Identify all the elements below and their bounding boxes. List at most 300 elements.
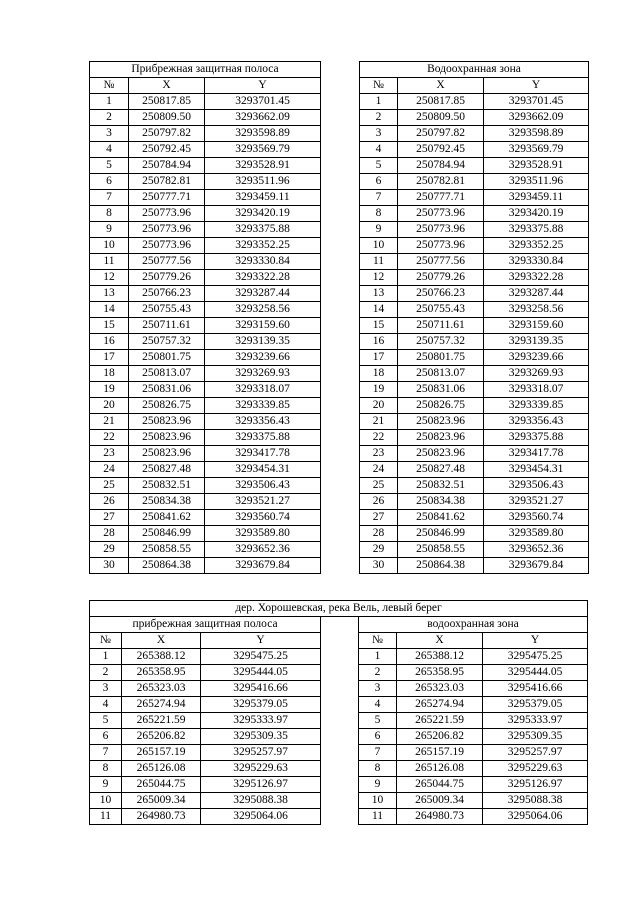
- x-coordinate: 250832.51: [129, 478, 205, 494]
- point-number: 14: [360, 302, 398, 318]
- table-row: [360, 190, 589, 206]
- table-row: [90, 649, 588, 665]
- table-row: [360, 254, 589, 270]
- x-coordinate: 250766.23: [398, 286, 484, 302]
- x-coordinate: 250773.96: [398, 238, 484, 254]
- x-coordinate: 265206.82: [122, 729, 201, 745]
- table-row: [360, 174, 589, 190]
- point-number: 2: [360, 110, 398, 126]
- table-row: [360, 110, 589, 126]
- x-coordinate: 250755.43: [398, 302, 484, 318]
- y-coordinate: 3293701.45: [484, 94, 589, 110]
- y-coordinate: 3295126.97: [483, 777, 588, 793]
- y-coordinate: 3293589.80: [484, 526, 589, 542]
- table-row: [90, 494, 321, 510]
- point-number: 10: [360, 238, 398, 254]
- y-coordinate: 3295416.66: [483, 681, 588, 697]
- x-coordinate: 250826.75: [129, 398, 205, 414]
- y-coordinate: 3293420.19: [484, 206, 589, 222]
- y-coordinate: 3295379.05: [483, 697, 588, 713]
- table-row: [90, 793, 588, 809]
- y-coordinate: 3293352.25: [484, 238, 589, 254]
- y-coordinate: 3293356.43: [484, 414, 589, 430]
- column-header-y: Y: [483, 633, 588, 649]
- y-coordinate: 3295444.05: [483, 665, 588, 681]
- table-row: [90, 745, 588, 761]
- y-coordinate: 3295088.38: [483, 793, 588, 809]
- table-row: [90, 430, 321, 446]
- table-row: [360, 414, 589, 430]
- point-number: 5: [90, 713, 122, 729]
- y-coordinate: 3293528.91: [205, 158, 321, 174]
- y-coordinate: 3293569.79: [205, 142, 321, 158]
- y-coordinate: 3293352.25: [205, 238, 321, 254]
- x-coordinate: 250831.06: [398, 382, 484, 398]
- x-coordinate: 250846.99: [398, 526, 484, 542]
- point-number: 21: [360, 414, 398, 430]
- x-coordinate: 265358.95: [397, 665, 483, 681]
- point-number: 6: [90, 729, 122, 745]
- point-number: 26: [90, 494, 129, 510]
- x-coordinate: 250834.38: [398, 494, 484, 510]
- x-coordinate: 250782.81: [129, 174, 205, 190]
- x-coordinate: 265126.08: [397, 761, 483, 777]
- y-coordinate: 3293417.78: [484, 446, 589, 462]
- x-coordinate: 265221.59: [122, 713, 201, 729]
- column-header-y: Y: [205, 78, 321, 94]
- point-number: 19: [360, 382, 398, 398]
- point-number: 26: [360, 494, 398, 510]
- x-coordinate: 250777.71: [129, 190, 205, 206]
- table-row: [90, 398, 321, 414]
- x-coordinate: 250823.96: [129, 430, 205, 446]
- point-number: 11: [359, 809, 397, 825]
- y-coordinate: 3293652.36: [205, 542, 321, 558]
- x-coordinate: 265009.34: [397, 793, 483, 809]
- x-coordinate: 250797.82: [129, 126, 205, 142]
- table-row: [360, 238, 589, 254]
- y-coordinate: 3293356.43: [205, 414, 321, 430]
- point-number: 23: [360, 446, 398, 462]
- table-row: [360, 366, 589, 382]
- x-coordinate: 250858.55: [398, 542, 484, 558]
- x-coordinate: 250792.45: [398, 142, 484, 158]
- x-coordinate: 250864.38: [398, 558, 484, 574]
- point-number: 9: [360, 222, 398, 238]
- y-coordinate: 3293318.07: [484, 382, 589, 398]
- x-coordinate: 250823.96: [398, 446, 484, 462]
- point-number: 11: [90, 254, 129, 270]
- x-coordinate: 250846.99: [129, 526, 205, 542]
- x-coordinate: 265388.12: [122, 649, 201, 665]
- x-coordinate: 250823.96: [129, 414, 205, 430]
- y-coordinate: 3293239.66: [484, 350, 589, 366]
- point-number: 10: [90, 238, 129, 254]
- x-coordinate: 250784.94: [398, 158, 484, 174]
- point-number: 30: [90, 558, 129, 574]
- x-coordinate: 265009.34: [122, 793, 201, 809]
- point-number: 7: [90, 745, 122, 761]
- y-coordinate: 3293330.84: [484, 254, 589, 270]
- table-row: [360, 270, 589, 286]
- section-title: дер. Хорошевская, река Вель, левый берег: [90, 601, 588, 617]
- table-row: [360, 158, 589, 174]
- coastal-strip-table: [89, 61, 321, 574]
- water-protection-zone-table: [359, 61, 589, 574]
- table-row: [90, 462, 321, 478]
- table-row: [90, 478, 321, 494]
- x-coordinate: 250827.48: [398, 462, 484, 478]
- point-number: 28: [360, 526, 398, 542]
- x-coordinate: 250841.62: [129, 510, 205, 526]
- table-row: [90, 270, 321, 286]
- y-coordinate: 3293560.74: [205, 510, 321, 526]
- x-coordinate: 250782.81: [398, 174, 484, 190]
- point-number: 6: [90, 174, 129, 190]
- y-coordinate: 3293459.11: [205, 190, 321, 206]
- x-coordinate: 265126.08: [122, 761, 201, 777]
- point-number: 25: [90, 478, 129, 494]
- y-coordinate: 3295229.63: [483, 761, 588, 777]
- x-coordinate: 250711.61: [129, 318, 205, 334]
- point-number: 9: [90, 222, 129, 238]
- column-header-number: №: [90, 78, 129, 94]
- y-coordinate: 3293454.31: [484, 462, 589, 478]
- point-number: 16: [360, 334, 398, 350]
- x-coordinate: 250755.43: [129, 302, 205, 318]
- y-coordinate: 3293598.89: [205, 126, 321, 142]
- point-number: 2: [359, 665, 397, 681]
- table-title: Водоохранная зона: [360, 62, 589, 78]
- x-coordinate: 250777.56: [398, 254, 484, 270]
- table-row: [360, 206, 589, 222]
- x-coordinate: 250817.85: [129, 94, 205, 110]
- point-number: 25: [360, 478, 398, 494]
- y-coordinate: 3293652.36: [484, 542, 589, 558]
- table-row: [90, 94, 321, 110]
- point-number: 30: [360, 558, 398, 574]
- table-row: [90, 174, 321, 190]
- x-coordinate: 250779.26: [398, 270, 484, 286]
- column-header-number: №: [360, 78, 398, 94]
- x-coordinate: 250823.96: [398, 414, 484, 430]
- x-coordinate: 250773.96: [398, 206, 484, 222]
- x-coordinate: 250797.82: [398, 126, 484, 142]
- y-coordinate: 3293258.56: [484, 302, 589, 318]
- x-coordinate: 250831.06: [129, 382, 205, 398]
- y-coordinate: 3295475.25: [201, 649, 321, 665]
- x-coordinate: 265323.03: [397, 681, 483, 697]
- table-row: [90, 350, 321, 366]
- x-coordinate: 250779.26: [129, 270, 205, 286]
- column-header-number: №: [90, 633, 122, 649]
- table-row: [90, 110, 321, 126]
- point-number: 6: [359, 729, 397, 745]
- table-row: [90, 318, 321, 334]
- y-coordinate: 3293506.43: [205, 478, 321, 494]
- table-row: [360, 126, 589, 142]
- point-number: 27: [90, 510, 129, 526]
- x-coordinate: 265206.82: [397, 729, 483, 745]
- table-title: прибрежная защитная полоса: [90, 617, 321, 633]
- y-coordinate: 3293375.88: [205, 430, 321, 446]
- point-number: 23: [90, 446, 129, 462]
- x-coordinate: 265157.19: [122, 745, 201, 761]
- table-row: [90, 142, 321, 158]
- point-number: 18: [360, 366, 398, 382]
- table-row: [360, 94, 589, 110]
- point-number: 13: [90, 286, 129, 302]
- x-coordinate: 250858.55: [129, 542, 205, 558]
- y-coordinate: 3293569.79: [484, 142, 589, 158]
- section-block: [89, 600, 588, 825]
- table-row: [360, 334, 589, 350]
- table-title: водоохранная зона: [359, 617, 588, 633]
- point-number: 7: [360, 190, 398, 206]
- y-coordinate: 3293258.56: [205, 302, 321, 318]
- point-number: 22: [360, 430, 398, 446]
- y-coordinate: 3295257.97: [483, 745, 588, 761]
- point-number: 17: [360, 350, 398, 366]
- table-row: [90, 665, 588, 681]
- point-number: 7: [359, 745, 397, 761]
- table-row: [360, 478, 589, 494]
- table-row: [90, 697, 588, 713]
- point-number: 5: [360, 158, 398, 174]
- point-number: 15: [90, 318, 129, 334]
- table-row: [360, 542, 589, 558]
- point-number: 20: [90, 398, 129, 414]
- x-coordinate: 250827.48: [129, 462, 205, 478]
- x-coordinate: 265044.75: [122, 777, 201, 793]
- x-coordinate: 250809.50: [398, 110, 484, 126]
- x-coordinate: 250773.96: [129, 206, 205, 222]
- point-number: 29: [90, 542, 129, 558]
- x-coordinate: 250757.32: [129, 334, 205, 350]
- point-number: 11: [90, 809, 122, 825]
- table-row: [90, 302, 321, 318]
- point-number: 6: [360, 174, 398, 190]
- table-title: Прибрежная защитная полоса: [90, 62, 321, 78]
- point-number: 12: [90, 270, 129, 286]
- table-row: [90, 558, 321, 574]
- table-row: [90, 713, 588, 729]
- x-coordinate: 250777.71: [398, 190, 484, 206]
- x-coordinate: 250792.45: [129, 142, 205, 158]
- y-coordinate: 3293139.35: [205, 334, 321, 350]
- y-coordinate: 3295088.38: [201, 793, 321, 809]
- point-number: 8: [90, 206, 129, 222]
- y-coordinate: 3295229.63: [201, 761, 321, 777]
- y-coordinate: 3293521.27: [205, 494, 321, 510]
- x-coordinate: 265274.94: [122, 697, 201, 713]
- x-coordinate: 250823.96: [398, 430, 484, 446]
- point-number: 28: [90, 526, 129, 542]
- column-header-y: Y: [201, 633, 321, 649]
- point-number: 4: [90, 697, 122, 713]
- y-coordinate: 3295064.06: [483, 809, 588, 825]
- x-coordinate: 250757.32: [398, 334, 484, 350]
- y-coordinate: 3293269.93: [205, 366, 321, 382]
- y-coordinate: 3293598.89: [484, 126, 589, 142]
- point-number: 8: [359, 761, 397, 777]
- y-coordinate: 3293287.44: [205, 286, 321, 302]
- x-coordinate: 250801.75: [129, 350, 205, 366]
- point-number: 7: [90, 190, 129, 206]
- point-number: 1: [90, 649, 122, 665]
- y-coordinate: 3293417.78: [205, 446, 321, 462]
- y-coordinate: 3293662.09: [484, 110, 589, 126]
- y-coordinate: 3295475.25: [483, 649, 588, 665]
- table-row: [90, 809, 588, 825]
- point-number: 19: [90, 382, 129, 398]
- y-coordinate: 3293159.60: [484, 318, 589, 334]
- point-number: 24: [90, 462, 129, 478]
- point-number: 14: [90, 302, 129, 318]
- x-coordinate: 250823.96: [129, 446, 205, 462]
- table-row: [90, 334, 321, 350]
- point-number: 10: [90, 793, 122, 809]
- point-number: 9: [90, 777, 122, 793]
- point-number: 3: [360, 126, 398, 142]
- table-row: [360, 302, 589, 318]
- x-coordinate: 250801.75: [398, 350, 484, 366]
- point-number: 11: [360, 254, 398, 270]
- point-number: 8: [90, 761, 122, 777]
- table-row: [90, 190, 321, 206]
- y-coordinate: 3293239.66: [205, 350, 321, 366]
- x-coordinate: 250773.96: [129, 222, 205, 238]
- x-coordinate: 264980.73: [122, 809, 201, 825]
- y-coordinate: 3295333.97: [201, 713, 321, 729]
- x-coordinate: 265157.19: [397, 745, 483, 761]
- y-coordinate: 3293269.93: [484, 366, 589, 382]
- y-coordinate: 3293454.31: [205, 462, 321, 478]
- table-row: [90, 681, 588, 697]
- point-number: 9: [359, 777, 397, 793]
- y-coordinate: 3293679.84: [205, 558, 321, 574]
- y-coordinate: 3293511.96: [205, 174, 321, 190]
- x-coordinate: 265274.94: [397, 697, 483, 713]
- x-coordinate: 265323.03: [122, 681, 201, 697]
- y-coordinate: 3293701.45: [205, 94, 321, 110]
- x-coordinate: 250777.56: [129, 254, 205, 270]
- table-row: [90, 126, 321, 142]
- column-header-number: №: [359, 633, 397, 649]
- column-header-y: Y: [484, 78, 589, 94]
- x-coordinate: 250834.38: [129, 494, 205, 510]
- table-row: [360, 286, 589, 302]
- y-coordinate: 3293420.19: [205, 206, 321, 222]
- y-coordinate: 3293322.28: [205, 270, 321, 286]
- table-row: [360, 446, 589, 462]
- x-coordinate: 250773.96: [398, 222, 484, 238]
- x-coordinate: 250841.62: [398, 510, 484, 526]
- x-coordinate: 250784.94: [129, 158, 205, 174]
- y-coordinate: 3293375.88: [484, 222, 589, 238]
- point-number: 16: [90, 334, 129, 350]
- x-coordinate: 250809.50: [129, 110, 205, 126]
- table-row: [360, 462, 589, 478]
- column-header-x: X: [398, 78, 484, 94]
- point-number: 1: [359, 649, 397, 665]
- y-coordinate: 3295444.05: [201, 665, 321, 681]
- y-coordinate: 3293528.91: [484, 158, 589, 174]
- point-number: 18: [90, 366, 129, 382]
- y-coordinate: 3293662.09: [205, 110, 321, 126]
- table-row: [90, 777, 588, 793]
- y-coordinate: 3293560.74: [484, 510, 589, 526]
- y-coordinate: 3293679.84: [484, 558, 589, 574]
- table-row: [360, 382, 589, 398]
- y-coordinate: 3293459.11: [484, 190, 589, 206]
- y-coordinate: 3293511.96: [484, 174, 589, 190]
- point-number: 1: [90, 94, 129, 110]
- point-number: 2: [90, 110, 129, 126]
- point-number: 2: [90, 665, 122, 681]
- x-coordinate: 250773.96: [129, 238, 205, 254]
- point-number: 4: [360, 142, 398, 158]
- x-coordinate: 250813.07: [129, 366, 205, 382]
- table-row: [90, 446, 321, 462]
- table-row: [360, 318, 589, 334]
- point-number: 22: [90, 430, 129, 446]
- column-header-x: X: [397, 633, 483, 649]
- point-number: 3: [359, 681, 397, 697]
- point-number: 29: [360, 542, 398, 558]
- y-coordinate: 3293159.60: [205, 318, 321, 334]
- table-row: [360, 350, 589, 366]
- point-number: 5: [90, 158, 129, 174]
- point-number: 20: [360, 398, 398, 414]
- y-coordinate: 3293521.27: [484, 494, 589, 510]
- y-coordinate: 3293330.84: [205, 254, 321, 270]
- y-coordinate: 3293318.07: [205, 382, 321, 398]
- table-row: [360, 526, 589, 542]
- y-coordinate: 3293339.85: [205, 398, 321, 414]
- table-row: [90, 761, 588, 777]
- y-coordinate: 3295064.06: [201, 809, 321, 825]
- x-coordinate: 250826.75: [398, 398, 484, 414]
- point-number: 21: [90, 414, 129, 430]
- table-row: [360, 142, 589, 158]
- y-coordinate: 3293139.35: [484, 334, 589, 350]
- point-number: 3: [90, 126, 129, 142]
- y-coordinate: 3295379.05: [201, 697, 321, 713]
- x-coordinate: 250817.85: [398, 94, 484, 110]
- table-row: [90, 729, 588, 745]
- table-row: [90, 510, 321, 526]
- point-number: 24: [360, 462, 398, 478]
- x-coordinate: 265358.95: [122, 665, 201, 681]
- table-row: [90, 382, 321, 398]
- table-row: [360, 222, 589, 238]
- x-coordinate: 250832.51: [398, 478, 484, 494]
- y-coordinate: 3295416.66: [201, 681, 321, 697]
- table-row: [90, 366, 321, 382]
- point-number: 10: [359, 793, 397, 809]
- table-row: [90, 206, 321, 222]
- y-coordinate: 3293375.88: [484, 430, 589, 446]
- table-row: [90, 542, 321, 558]
- point-number: 27: [360, 510, 398, 526]
- y-coordinate: 3293589.80: [205, 526, 321, 542]
- x-coordinate: 265388.12: [397, 649, 483, 665]
- point-number: 4: [359, 697, 397, 713]
- y-coordinate: 3295257.97: [201, 745, 321, 761]
- y-coordinate: 3293339.85: [484, 398, 589, 414]
- point-number: 4: [90, 142, 129, 158]
